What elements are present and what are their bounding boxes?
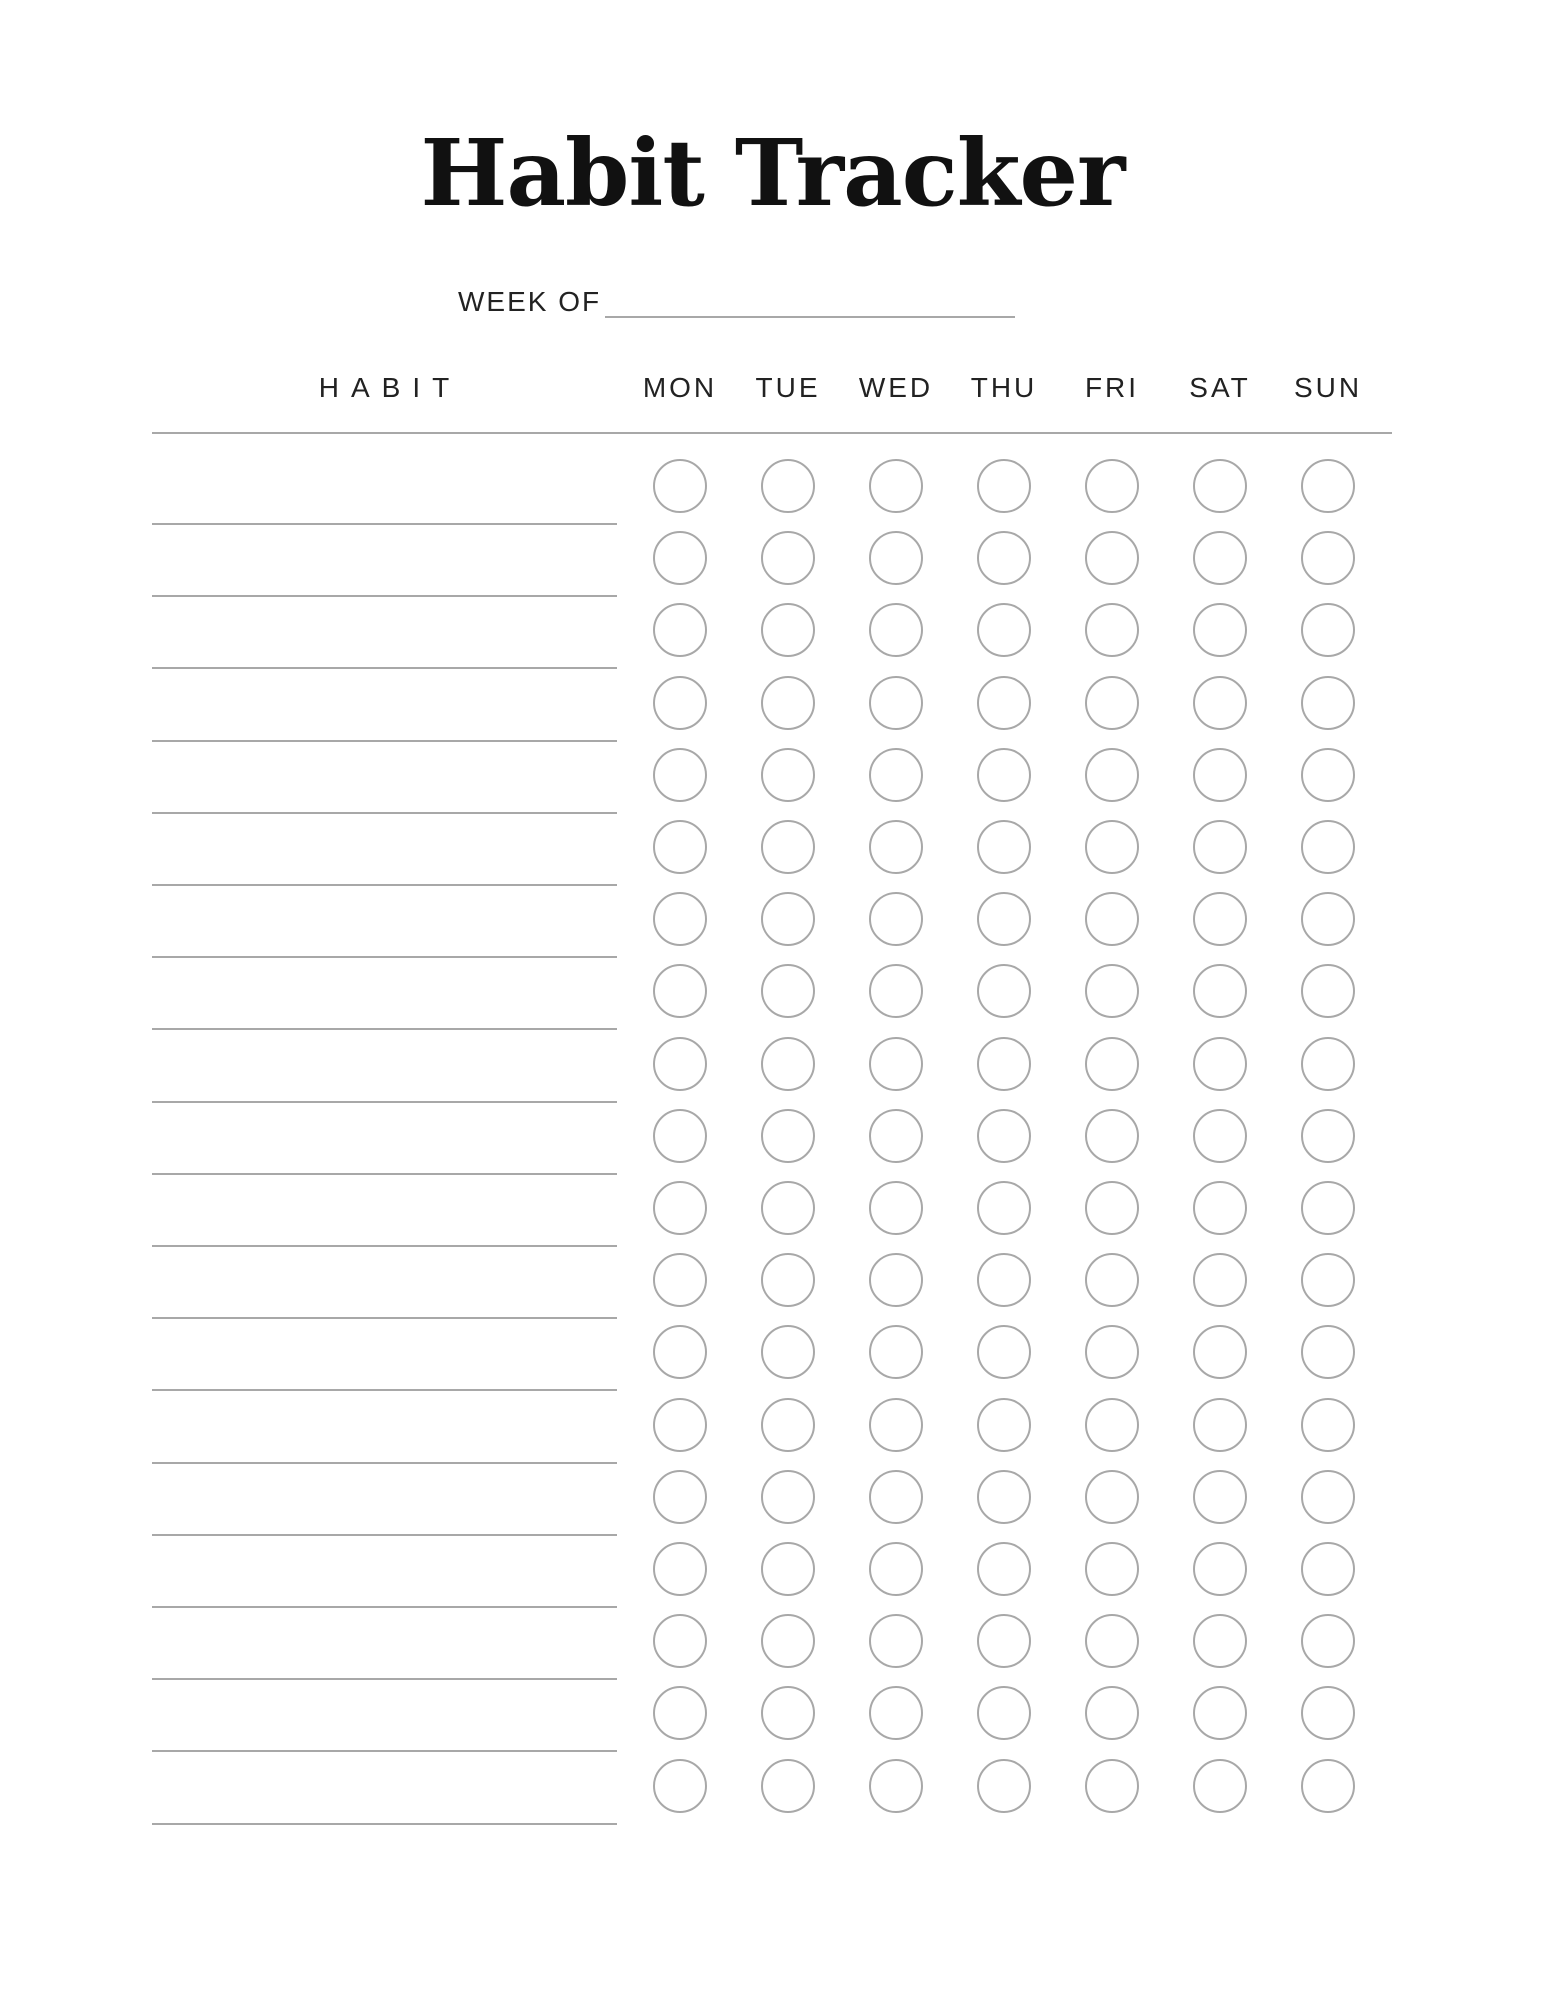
check-circle-fri[interactable] [1085,1759,1139,1813]
habit-row [0,1536,1545,1608]
check-circle-wed[interactable] [869,892,923,946]
habit-row [0,814,1545,886]
check-circle-sun[interactable] [1301,1109,1355,1163]
habit-row [0,1247,1545,1319]
check-circle-mon[interactable] [653,459,707,513]
habit-row [0,453,1545,525]
check-circle-wed[interactable] [869,748,923,802]
check-circle-tue[interactable] [761,1686,815,1740]
check-circle-wed[interactable] [869,1686,923,1740]
check-circle-mon[interactable] [653,964,707,1018]
check-circle-sun[interactable] [1301,1181,1355,1235]
check-circle-wed[interactable] [869,1253,923,1307]
check-circle-thu[interactable] [977,1614,1031,1668]
check-circle-wed[interactable] [869,603,923,657]
check-circle-sun[interactable] [1301,603,1355,657]
check-circle-tue[interactable] [761,1109,815,1163]
check-circle-fri[interactable] [1085,1109,1139,1163]
check-circle-fri[interactable] [1085,748,1139,802]
check-circle-sun[interactable] [1301,1686,1355,1740]
check-circle-tue[interactable] [761,1325,815,1379]
check-circle-thu[interactable] [977,1542,1031,1596]
check-circle-tue[interactable] [761,1542,815,1596]
check-circle-wed[interactable] [869,820,923,874]
habit-column-header: HABIT [318,372,462,403]
habit-row [0,1103,1545,1175]
check-circle-thu[interactable] [977,603,1031,657]
week-of-field [458,270,1015,320]
check-circle-wed[interactable] [869,1759,923,1813]
check-circle-tue[interactable] [761,748,815,802]
day-header-thu: THU [970,372,1038,403]
check-circle-fri[interactable] [1085,1542,1139,1596]
check-circle-tue[interactable] [761,1181,815,1235]
check-circle-sun[interactable] [1301,1398,1355,1452]
check-circle-tue[interactable] [761,1398,815,1452]
check-circle-thu[interactable] [977,1759,1031,1813]
check-circle-thu[interactable] [977,1181,1031,1235]
check-circle-sat[interactable] [1193,676,1247,730]
check-circle-fri[interactable] [1085,820,1139,874]
habit-row [0,1608,1545,1680]
check-circle-thu[interactable] [977,1253,1031,1307]
check-circle-thu[interactable] [977,1037,1031,1091]
check-circle-sun[interactable] [1301,820,1355,874]
check-circle-thu[interactable] [977,1109,1031,1163]
check-circle-sat[interactable] [1193,1398,1247,1452]
check-circle-tue[interactable] [761,531,815,585]
check-circle-mon[interactable] [653,1253,707,1307]
check-circle-fri[interactable] [1085,1686,1139,1740]
check-circle-wed[interactable] [869,459,923,513]
check-circle-sun[interactable] [1301,964,1355,1018]
check-circle-fri[interactable] [1085,459,1139,513]
check-circle-tue[interactable] [761,459,815,513]
day-header-wed: WED [858,372,934,403]
habit-name-line[interactable] [152,1823,617,1825]
check-circle-fri[interactable] [1085,892,1139,946]
day-header-tue: TUE [755,372,821,403]
check-circle-sat[interactable] [1193,748,1247,802]
check-circle-mon[interactable] [653,1686,707,1740]
habit-row [0,1753,1545,1825]
habit-row [0,597,1545,669]
check-circle-mon[interactable] [653,603,707,657]
check-circle-fri[interactable] [1085,676,1139,730]
check-circle-fri[interactable] [1085,531,1139,585]
check-circle-wed[interactable] [869,1398,923,1452]
check-circle-sat[interactable] [1193,964,1247,1018]
check-circle-tue[interactable] [761,1037,815,1091]
check-circle-sun[interactable] [1301,531,1355,585]
day-header-mon: MON [642,372,718,403]
check-circle-tue[interactable] [761,1253,815,1307]
check-circle-mon[interactable] [653,1398,707,1452]
habit-row [0,742,1545,814]
check-circle-tue[interactable] [761,676,815,730]
check-circle-wed[interactable] [869,1109,923,1163]
check-circle-tue[interactable] [761,603,815,657]
check-circle-tue[interactable] [761,1470,815,1524]
check-circle-mon[interactable] [653,820,707,874]
check-circle-thu[interactable] [977,1470,1031,1524]
check-circle-tue[interactable] [761,892,815,946]
habit-row [0,1319,1545,1391]
check-circle-wed[interactable] [869,964,923,1018]
check-circle-sat[interactable] [1193,459,1247,513]
check-circle-mon[interactable] [653,1325,707,1379]
check-circle-wed[interactable] [869,676,923,730]
check-circle-sat[interactable] [1193,531,1247,585]
check-circle-wed[interactable] [869,1181,923,1235]
check-circle-sun[interactable] [1301,459,1355,513]
check-circle-wed[interactable] [869,1614,923,1668]
check-circle-sun[interactable] [1301,1470,1355,1524]
check-circle-sat[interactable] [1193,1253,1247,1307]
habit-row [0,1680,1545,1752]
habit-row [0,1031,1545,1103]
check-circle-sat[interactable] [1193,1759,1247,1813]
check-circle-wed[interactable] [869,1470,923,1524]
check-circle-sat[interactable] [1193,1325,1247,1379]
check-circle-sun[interactable] [1301,1542,1355,1596]
check-circle-sat[interactable] [1193,1686,1247,1740]
check-circle-sun[interactable] [1301,748,1355,802]
habit-row [0,1175,1545,1247]
check-circle-sat[interactable] [1193,1614,1247,1668]
week-of-input-line[interactable] [605,316,1015,318]
week-of-label: WEEK OF [458,286,602,317]
check-circle-sun[interactable] [1301,1614,1355,1668]
check-circle-thu[interactable] [977,459,1031,513]
header-divider [152,432,1392,434]
check-circle-sat[interactable] [1193,820,1247,874]
check-circle-mon[interactable] [653,1037,707,1091]
check-circle-tue[interactable] [761,1759,815,1813]
habit-row [0,1464,1545,1536]
check-circle-fri[interactable] [1085,1037,1139,1091]
check-circle-fri[interactable] [1085,1614,1139,1668]
check-circle-thu[interactable] [977,1398,1031,1452]
check-circle-mon[interactable] [653,531,707,585]
check-circle-mon[interactable] [653,1759,707,1813]
check-circle-fri[interactable] [1085,1253,1139,1307]
check-circle-sat[interactable] [1193,892,1247,946]
check-circle-sat[interactable] [1193,1037,1247,1091]
check-circle-thu[interactable] [977,1686,1031,1740]
check-circle-thu[interactable] [977,531,1031,585]
habit-row [0,525,1545,597]
check-circle-mon[interactable] [653,1542,707,1596]
check-circle-tue[interactable] [761,820,815,874]
check-circle-mon[interactable] [653,1181,707,1235]
habit-row [0,670,1545,742]
check-circle-fri[interactable] [1085,603,1139,657]
check-circle-tue[interactable] [761,964,815,1018]
check-circle-sun[interactable] [1301,1037,1355,1091]
day-header-sat: SAT [1189,372,1251,403]
check-circle-mon[interactable] [653,676,707,730]
check-circle-wed[interactable] [869,531,923,585]
habit-row [0,958,1545,1030]
check-circle-fri[interactable] [1085,964,1139,1018]
check-circle-wed[interactable] [869,1542,923,1596]
check-circle-fri[interactable] [1085,1181,1139,1235]
day-header-fri: FRI [1084,372,1140,403]
check-circle-sun[interactable] [1301,1325,1355,1379]
check-circle-thu[interactable] [977,676,1031,730]
check-circle-sat[interactable] [1193,1181,1247,1235]
check-circle-mon[interactable] [653,1470,707,1524]
check-circle-thu[interactable] [977,820,1031,874]
habit-row [0,1392,1545,1464]
check-circle-tue[interactable] [761,1614,815,1668]
check-circle-sun[interactable] [1301,1253,1355,1307]
check-circle-mon[interactable] [653,892,707,946]
habit-row [0,886,1545,958]
check-circle-sat[interactable] [1193,1470,1247,1524]
check-circle-thu[interactable] [977,892,1031,946]
check-circle-sun[interactable] [1301,892,1355,946]
check-circle-thu[interactable] [977,964,1031,1018]
check-circle-fri[interactable] [1085,1470,1139,1524]
check-circle-sat[interactable] [1193,1542,1247,1596]
check-circle-mon[interactable] [653,1614,707,1668]
check-circle-sun[interactable] [1301,1759,1355,1813]
check-circle-sat[interactable] [1193,1109,1247,1163]
check-circle-mon[interactable] [653,1109,707,1163]
check-circle-fri[interactable] [1085,1325,1139,1379]
check-circle-thu[interactable] [977,1325,1031,1379]
check-circle-fri[interactable] [1085,1398,1139,1452]
check-circle-thu[interactable] [977,748,1031,802]
check-circle-sat[interactable] [1193,603,1247,657]
day-header-sun: SUN [1293,372,1363,403]
check-circle-wed[interactable] [869,1325,923,1379]
check-circle-wed[interactable] [869,1037,923,1091]
check-circle-mon[interactable] [653,748,707,802]
check-circle-sun[interactable] [1301,676,1355,730]
page-title: Habit Tracker [420,119,1125,227]
